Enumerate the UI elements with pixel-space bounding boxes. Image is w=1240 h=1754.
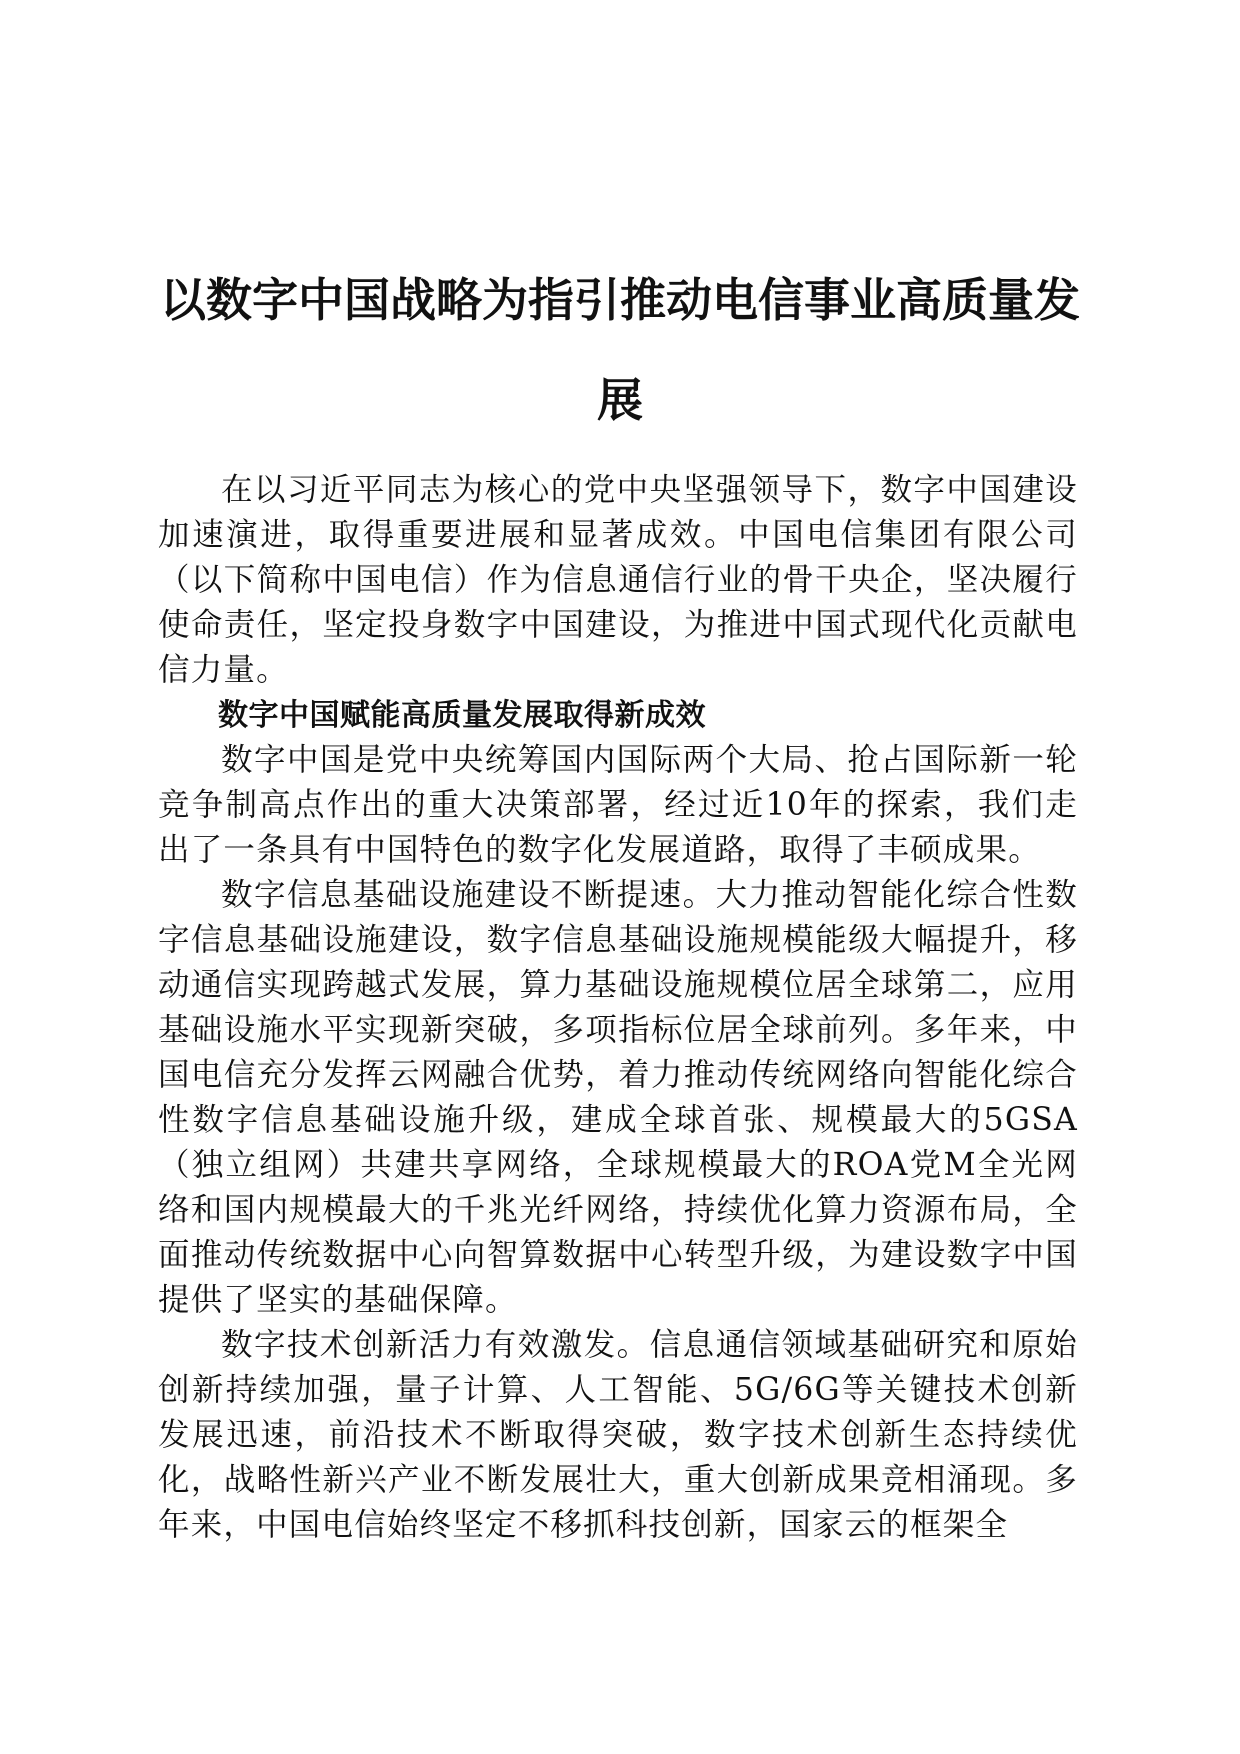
section-heading: 数字中国赋能高质量发展取得新成效 xyxy=(218,698,706,733)
paragraph-infrastructure: 数字信息基础设施建设不断提速。大力推动智能化综合性数字信息基础设施建设，数字信息基础设施规模能级大幅提升，移动通信实现跨越式发展，算力基础设施规模位居全球第二，应用基础设施水平实现新突破，多项指标位居全球前列。多年来，中国电信充分发挥云网融合优势，着力推动传统网络向智能化综合性数字信息基础设施升级，建成全球首张、规模最大的5GSA（独立组网）共建共享网络，全球规模最大的ROA党M全光网络和国内规模最大的千兆光纤网络，持续优化算力资源布局，全面推动传统数据中心向智算数据中心转型升级，为建设数字中国提供了坚实的基础保障。 xyxy=(158,877,1078,1318)
document-title: 以数字中国战略为指引推动电信事业高质量发展 xyxy=(160,273,1080,427)
document-body xyxy=(158,468,1078,1548)
paragraph-overview: 数字中国是党中央统筹国内国际两个大局、抢占国际新一轮竞争制高点作出的重大决策部署，经过近10年的探索，我们走出了一条具有中国特色的数字化发展道路，取得了丰硕成果。 xyxy=(158,742,1078,868)
paragraph-innovation: 数字技术创新活力有效激发。信息通信领域基础研究和原始创新持续加强，量子计算、人工智能、5G/6G等关键技术创新发展迅速，前沿技术不断取得突破，数字技术创新生态持续优化，战略性新兴产业不断发展壮大，重大创新成果竞相涌现。多年来，中国电信始终坚定不移抓科技创新，国家云的框架全 xyxy=(158,1327,1078,1543)
paragraph-intro: 在以习近平同志为核心的党中央坚强领导下，数字中国建设加速演进，取得重要进展和显著成效。中国电信集团有限公司（以下简称中国电信）作为信息通信行业的骨干央企，坚决履行使命责任，坚定投身数字中国建设，为推进中国式现代化贡献电信力量。 xyxy=(158,472,1078,688)
